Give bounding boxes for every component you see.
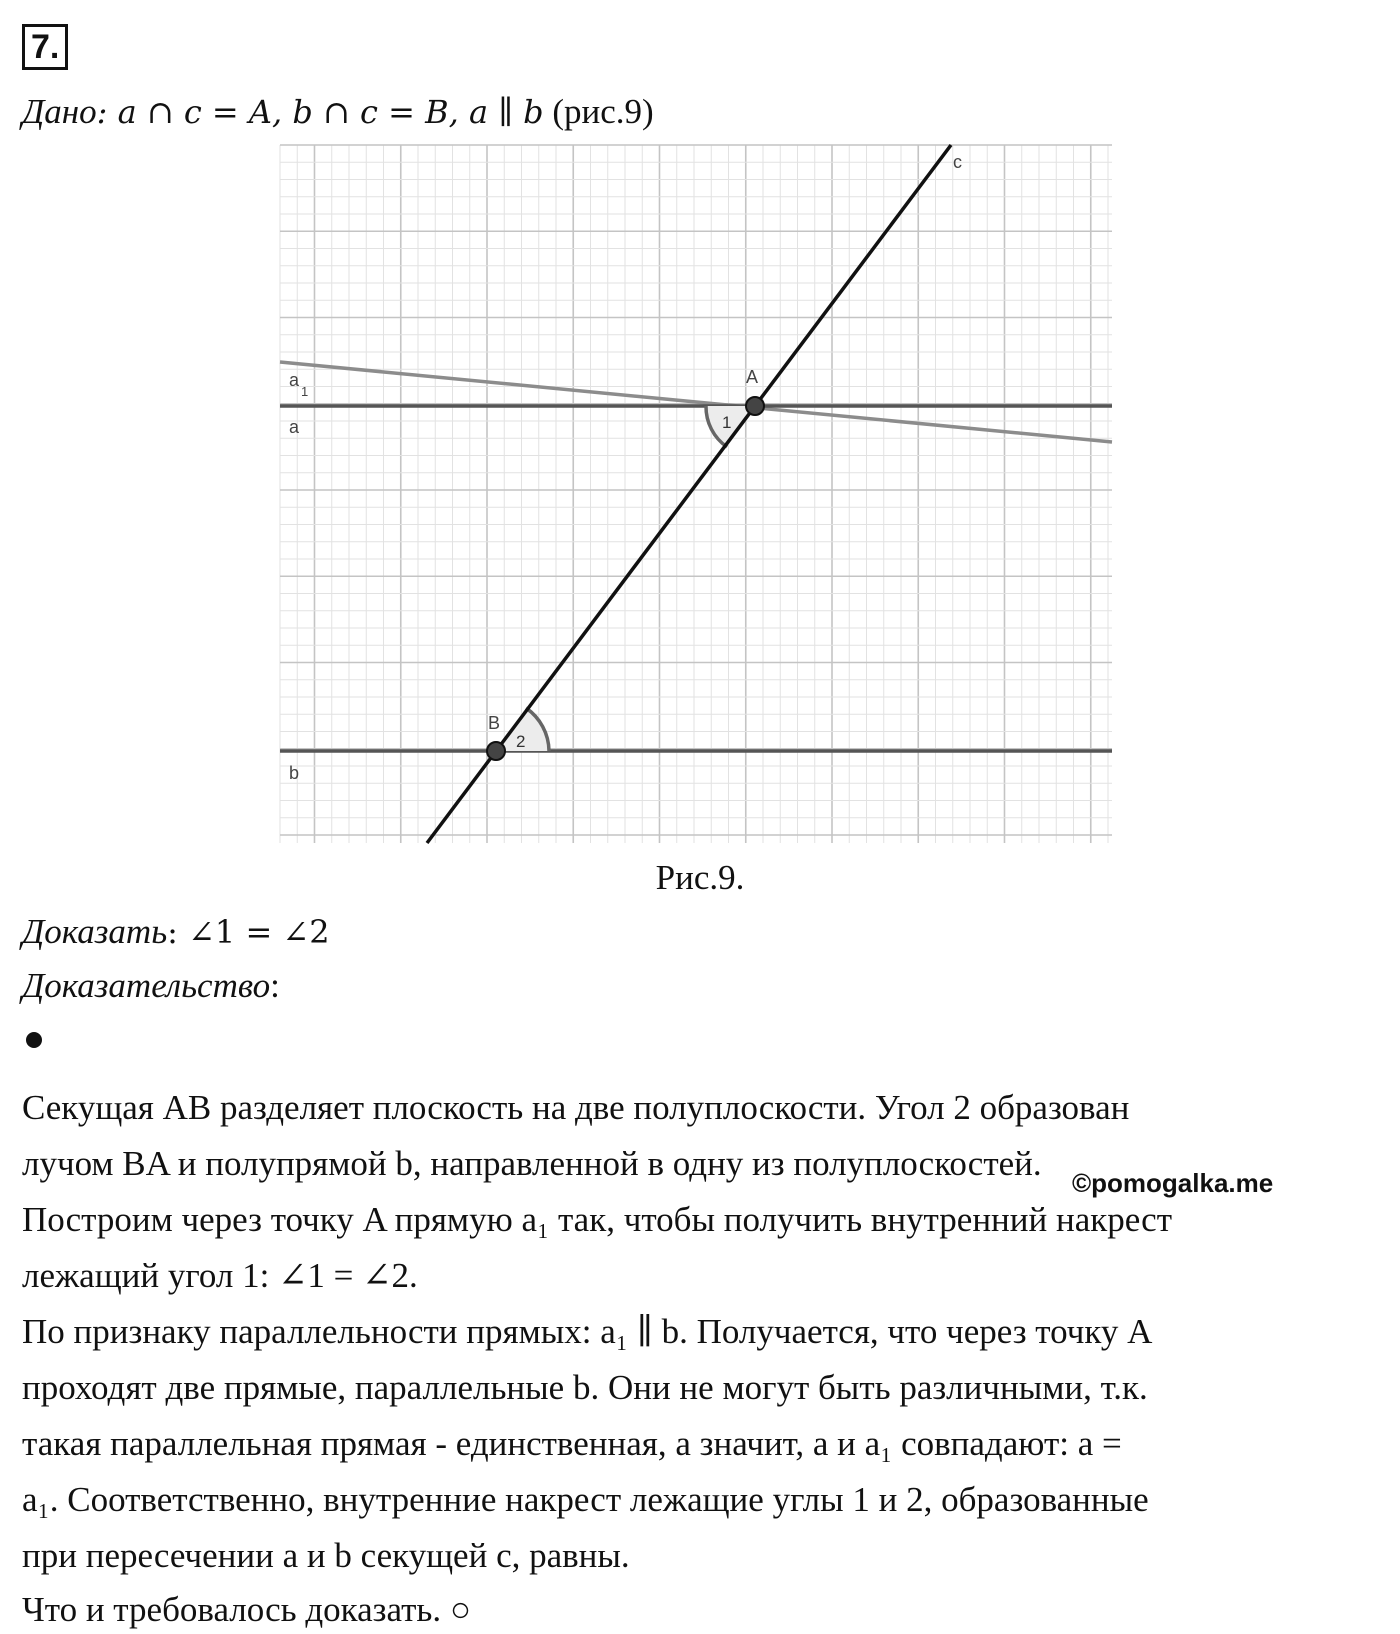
proof-line: при пересечении a и b секущей c, равны. [22, 1536, 630, 1575]
label-angle-1: 1 [722, 413, 732, 432]
proof-line: a₁. Соответственно, внутренние накрест лежащие углы 1 и 2, образованные [22, 1480, 1149, 1519]
point-b [487, 742, 505, 760]
proof-line: такая параллельная прямая - единственная, а значит, a и a₁ совпадают: a = [22, 1424, 1122, 1463]
watermark: ©pomogalka.me [1072, 1168, 1274, 1198]
line-c [427, 145, 951, 843]
proof-line: Секущая AB разделяет плоскость на две полуплоскости. Угол 2 образован [22, 1088, 1130, 1127]
problem-number: 7. [22, 24, 68, 70]
given-label: Дано [22, 92, 97, 131]
proof-line: лучом BA и полупрямой b, направленной в одну из полуплоскостей. [22, 1144, 1042, 1183]
label-line-b: b [289, 763, 300, 783]
label-line-a1-sub: 1 [301, 384, 309, 399]
label-line-a: a [289, 417, 300, 437]
label-line-c: c [953, 152, 962, 172]
figure-grid [280, 145, 1112, 843]
point-a [746, 397, 764, 415]
prove-line [22, 912, 330, 952]
label-point-a: A [746, 367, 759, 387]
proof-line: По признаку параллельности прямых: a₁ ∥ b. Получается, что через точку А [22, 1312, 1153, 1351]
bullet-mark [26, 1032, 42, 1048]
proof-label: Доказательство [22, 966, 271, 1005]
given-ref: (рис.9) [543, 92, 654, 131]
proof-title [22, 966, 280, 1006]
proof-line: Построим через точку A прямую a₁ так, чтобы получить внутренний накрест [22, 1200, 1172, 1239]
label-line-a1: a [289, 370, 300, 390]
given-statement: : a ∩ c = A, b ∩ c = B, a ∥ b [96, 93, 544, 131]
label-point-b: B [488, 713, 501, 733]
label-angle-2: 2 [516, 732, 526, 751]
prove-statement: : ∠1 = ∠2 [167, 913, 330, 951]
figure-caption: Рис.9. [655, 858, 745, 897]
proof-line: лежащий угол 1: ∠1 = ∠2. [22, 1256, 418, 1295]
prove-label: Доказать [22, 912, 168, 951]
proof-line: Что и требовалось доказать. ○ [22, 1590, 472, 1629]
proof-colon: : [270, 966, 280, 1005]
proof-line: проходят две прямые, параллельные b. Они не могут быть различными, т.к. [22, 1368, 1148, 1407]
